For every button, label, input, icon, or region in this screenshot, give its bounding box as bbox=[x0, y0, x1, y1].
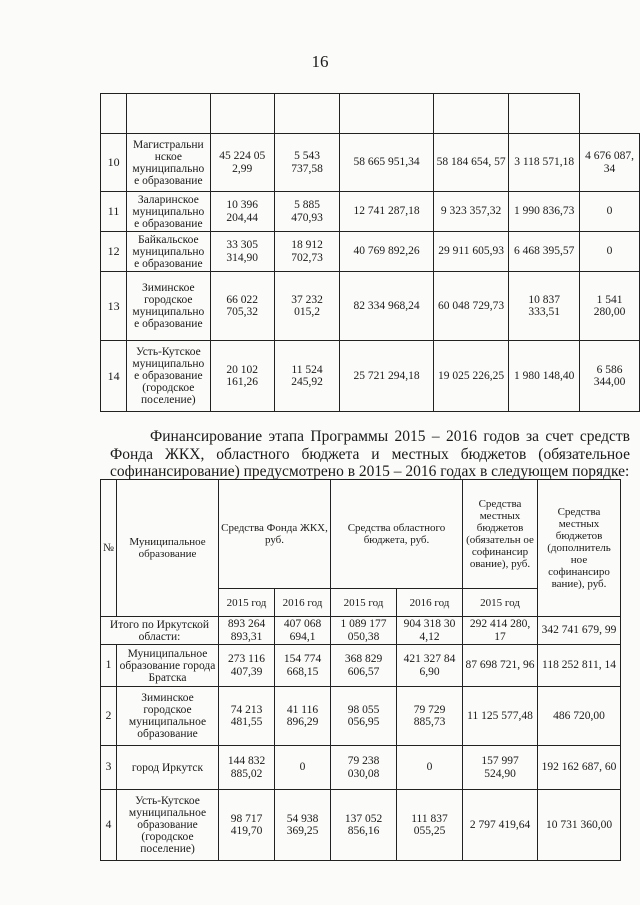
value-cell: 12 741 287,18 bbox=[340, 192, 434, 232]
value-cell: 20 102 161,26 bbox=[210, 341, 274, 412]
municipality-name: Заларинское муниципально е образование bbox=[127, 192, 210, 232]
table-cell bbox=[101, 94, 127, 134]
value-cell: 118 252 811, 14 bbox=[538, 645, 621, 687]
value-cell: 0 bbox=[580, 192, 640, 232]
table-cell bbox=[580, 94, 640, 134]
value-cell: 11 125 577,48 bbox=[463, 687, 538, 746]
table-cell bbox=[210, 94, 274, 134]
value-cell: 79 238 030,08 bbox=[331, 746, 397, 790]
row-number: 11 bbox=[101, 192, 127, 232]
financing-table bbox=[100, 479, 621, 861]
value-cell: 111 837 055,25 bbox=[397, 790, 463, 861]
value-cell: 98 717 419,70 bbox=[219, 790, 275, 861]
value-cell: 144 832 885,02 bbox=[219, 746, 275, 790]
value-cell: 273 116 407,39 bbox=[219, 645, 275, 687]
value-cell: 79 729 885,73 bbox=[397, 687, 463, 746]
value-cell: 58 665 951,34 bbox=[340, 134, 434, 192]
value-cell: 1 541 280,00 bbox=[580, 272, 640, 341]
value-cell: 10 396 204,44 bbox=[210, 192, 274, 232]
total-row bbox=[101, 617, 621, 645]
municipality-name: Усть-Кутское муниципальное образование (городское поселение) bbox=[117, 790, 219, 861]
header-local-mandatory: Средства местных бюджетов (обязательн ое софинансир ование), руб. bbox=[463, 480, 538, 589]
value-cell: 25 721 294,18 bbox=[340, 341, 434, 412]
table-row bbox=[101, 272, 640, 341]
row-number: 12 bbox=[101, 232, 127, 272]
value-cell: 45 224 05 2,99 bbox=[210, 134, 274, 192]
value-cell: 292 414 280, 17 bbox=[463, 617, 538, 645]
value-cell: 0 bbox=[275, 746, 331, 790]
value-cell: 407 068 694,1 bbox=[275, 617, 331, 645]
value-cell: 6 468 395,57 bbox=[509, 232, 580, 272]
value-cell: 19 025 226,25 bbox=[433, 341, 508, 412]
row-number: 4 bbox=[101, 790, 117, 861]
header-regional: Средства областного бюджета, руб. bbox=[331, 480, 463, 589]
header-year: 2016 год bbox=[397, 589, 463, 617]
value-cell: 1 990 836,73 bbox=[509, 192, 580, 232]
row-number: 1 bbox=[101, 645, 117, 687]
municipality-name: Муниципальное образование города Братска bbox=[117, 645, 219, 687]
value-cell: 66 022 705,32 bbox=[210, 272, 274, 341]
value-cell: 9 323 357,32 bbox=[433, 192, 508, 232]
value-cell: 1 980 148,40 bbox=[509, 341, 580, 412]
header-row bbox=[101, 480, 621, 589]
value-cell: 137 052 856,16 bbox=[331, 790, 397, 861]
value-cell: 6 586 344,00 bbox=[580, 341, 640, 412]
table-continuation bbox=[100, 93, 640, 412]
value-cell: 41 116 896,29 bbox=[275, 687, 331, 746]
value-cell: 82 334 968,24 bbox=[340, 272, 434, 341]
municipality-name: Усть-Кутское муниципально е образование (городское поселение) bbox=[127, 341, 210, 412]
value-cell: 486 720,00 bbox=[538, 687, 621, 746]
value-cell: 10 731 360,00 bbox=[538, 790, 621, 861]
paragraph-line: Фонда ЖКХ, областного бюджета и местных бюджетов (обязательное bbox=[110, 445, 630, 463]
table-row bbox=[101, 134, 640, 192]
paragraph-line: Финансирование этапа Программы 2015 – 2016 годов за счет средств bbox=[150, 428, 630, 445]
table-cell bbox=[340, 94, 434, 134]
row-number: 3 bbox=[101, 746, 117, 790]
value-cell: 893 264 893,31 bbox=[219, 617, 275, 645]
header-num: № bbox=[101, 480, 117, 617]
header-year: 2015 год bbox=[463, 589, 538, 617]
table-cell bbox=[509, 94, 580, 134]
municipality-name: город Иркутск bbox=[117, 746, 219, 790]
row-number: 13 bbox=[101, 272, 127, 341]
table-row bbox=[101, 746, 621, 790]
financing-paragraph bbox=[110, 428, 630, 481]
value-cell: 5 543 737,58 bbox=[274, 134, 339, 192]
table-row bbox=[101, 341, 640, 412]
table-row bbox=[101, 232, 640, 272]
row-number: 14 bbox=[101, 341, 127, 412]
value-cell: 98 055 056,95 bbox=[331, 687, 397, 746]
value-cell: 10 837 333,51 bbox=[509, 272, 580, 341]
municipality-name: Магистральни нское муниципально е образование bbox=[127, 134, 210, 192]
value-cell: 58 184 654, 57 bbox=[433, 134, 508, 192]
value-cell: 37 232 015,2 bbox=[274, 272, 339, 341]
page-number: 16 bbox=[311, 52, 329, 71]
value-cell: 11 524 245,92 bbox=[274, 341, 339, 412]
value-cell: 154 774 668,15 bbox=[275, 645, 331, 687]
value-cell: 3 118 571,18 bbox=[509, 134, 580, 192]
value-cell: 18 912 702,73 bbox=[274, 232, 339, 272]
value-cell: 904 318 30 4,12 bbox=[397, 617, 463, 645]
municipality-name: Зиминское городское муниципально е образование bbox=[127, 272, 210, 341]
value-cell: 2 797 419,64 bbox=[463, 790, 538, 861]
table-row bbox=[101, 687, 621, 746]
header-local-additional: Средства местных бюджетов (дополнитель ное софинансиро вание), руб. bbox=[538, 480, 621, 617]
table-cell bbox=[274, 94, 339, 134]
header-year: 2015 год bbox=[331, 589, 397, 617]
value-cell: 0 bbox=[397, 746, 463, 790]
table-cell bbox=[127, 94, 210, 134]
value-cell: 421 327 84 6,90 bbox=[397, 645, 463, 687]
value-cell: 74 213 481,55 bbox=[219, 687, 275, 746]
total-label: Итого по Иркутской области: bbox=[101, 617, 219, 645]
municipality-name: Байкальское муниципально е образование bbox=[127, 232, 210, 272]
value-cell: 368 829 606,57 bbox=[331, 645, 397, 687]
header-municipality: Муниципальное образование bbox=[117, 480, 219, 617]
value-cell: 0 bbox=[580, 232, 640, 272]
table-row bbox=[101, 645, 621, 687]
value-cell: 342 741 679, 99 bbox=[538, 617, 621, 645]
value-cell: 40 769 892,26 bbox=[340, 232, 434, 272]
table-row bbox=[101, 790, 621, 861]
paragraph-line: софинансирование) предусмотрено в 2015 – 2016 годах в следующем порядке: bbox=[110, 463, 630, 480]
value-cell: 54 938 369,25 bbox=[275, 790, 331, 861]
table-row-empty bbox=[101, 94, 640, 134]
row-number: 10 bbox=[101, 134, 127, 192]
value-cell: 60 048 729,73 bbox=[433, 272, 508, 341]
table-cell bbox=[433, 94, 508, 134]
value-cell: 4 676 087, 34 bbox=[580, 134, 640, 192]
value-cell: 192 162 687, 60 bbox=[538, 746, 621, 790]
row-number: 2 bbox=[101, 687, 117, 746]
header-fund: Средства Фонда ЖКХ, руб. bbox=[219, 480, 331, 589]
value-cell: 1 089 177 050,38 bbox=[331, 617, 397, 645]
municipality-name: Зиминское городское муниципальное образование bbox=[117, 687, 219, 746]
header-year: 2016 год bbox=[275, 589, 331, 617]
header-year: 2015 год bbox=[219, 589, 275, 617]
value-cell: 29 911 605,93 bbox=[433, 232, 508, 272]
value-cell: 157 997 524,90 bbox=[463, 746, 538, 790]
value-cell: 33 305 314,90 bbox=[210, 232, 274, 272]
value-cell: 5 885 470,93 bbox=[274, 192, 339, 232]
value-cell: 87 698 721, 96 bbox=[463, 645, 538, 687]
table-row bbox=[101, 192, 640, 232]
